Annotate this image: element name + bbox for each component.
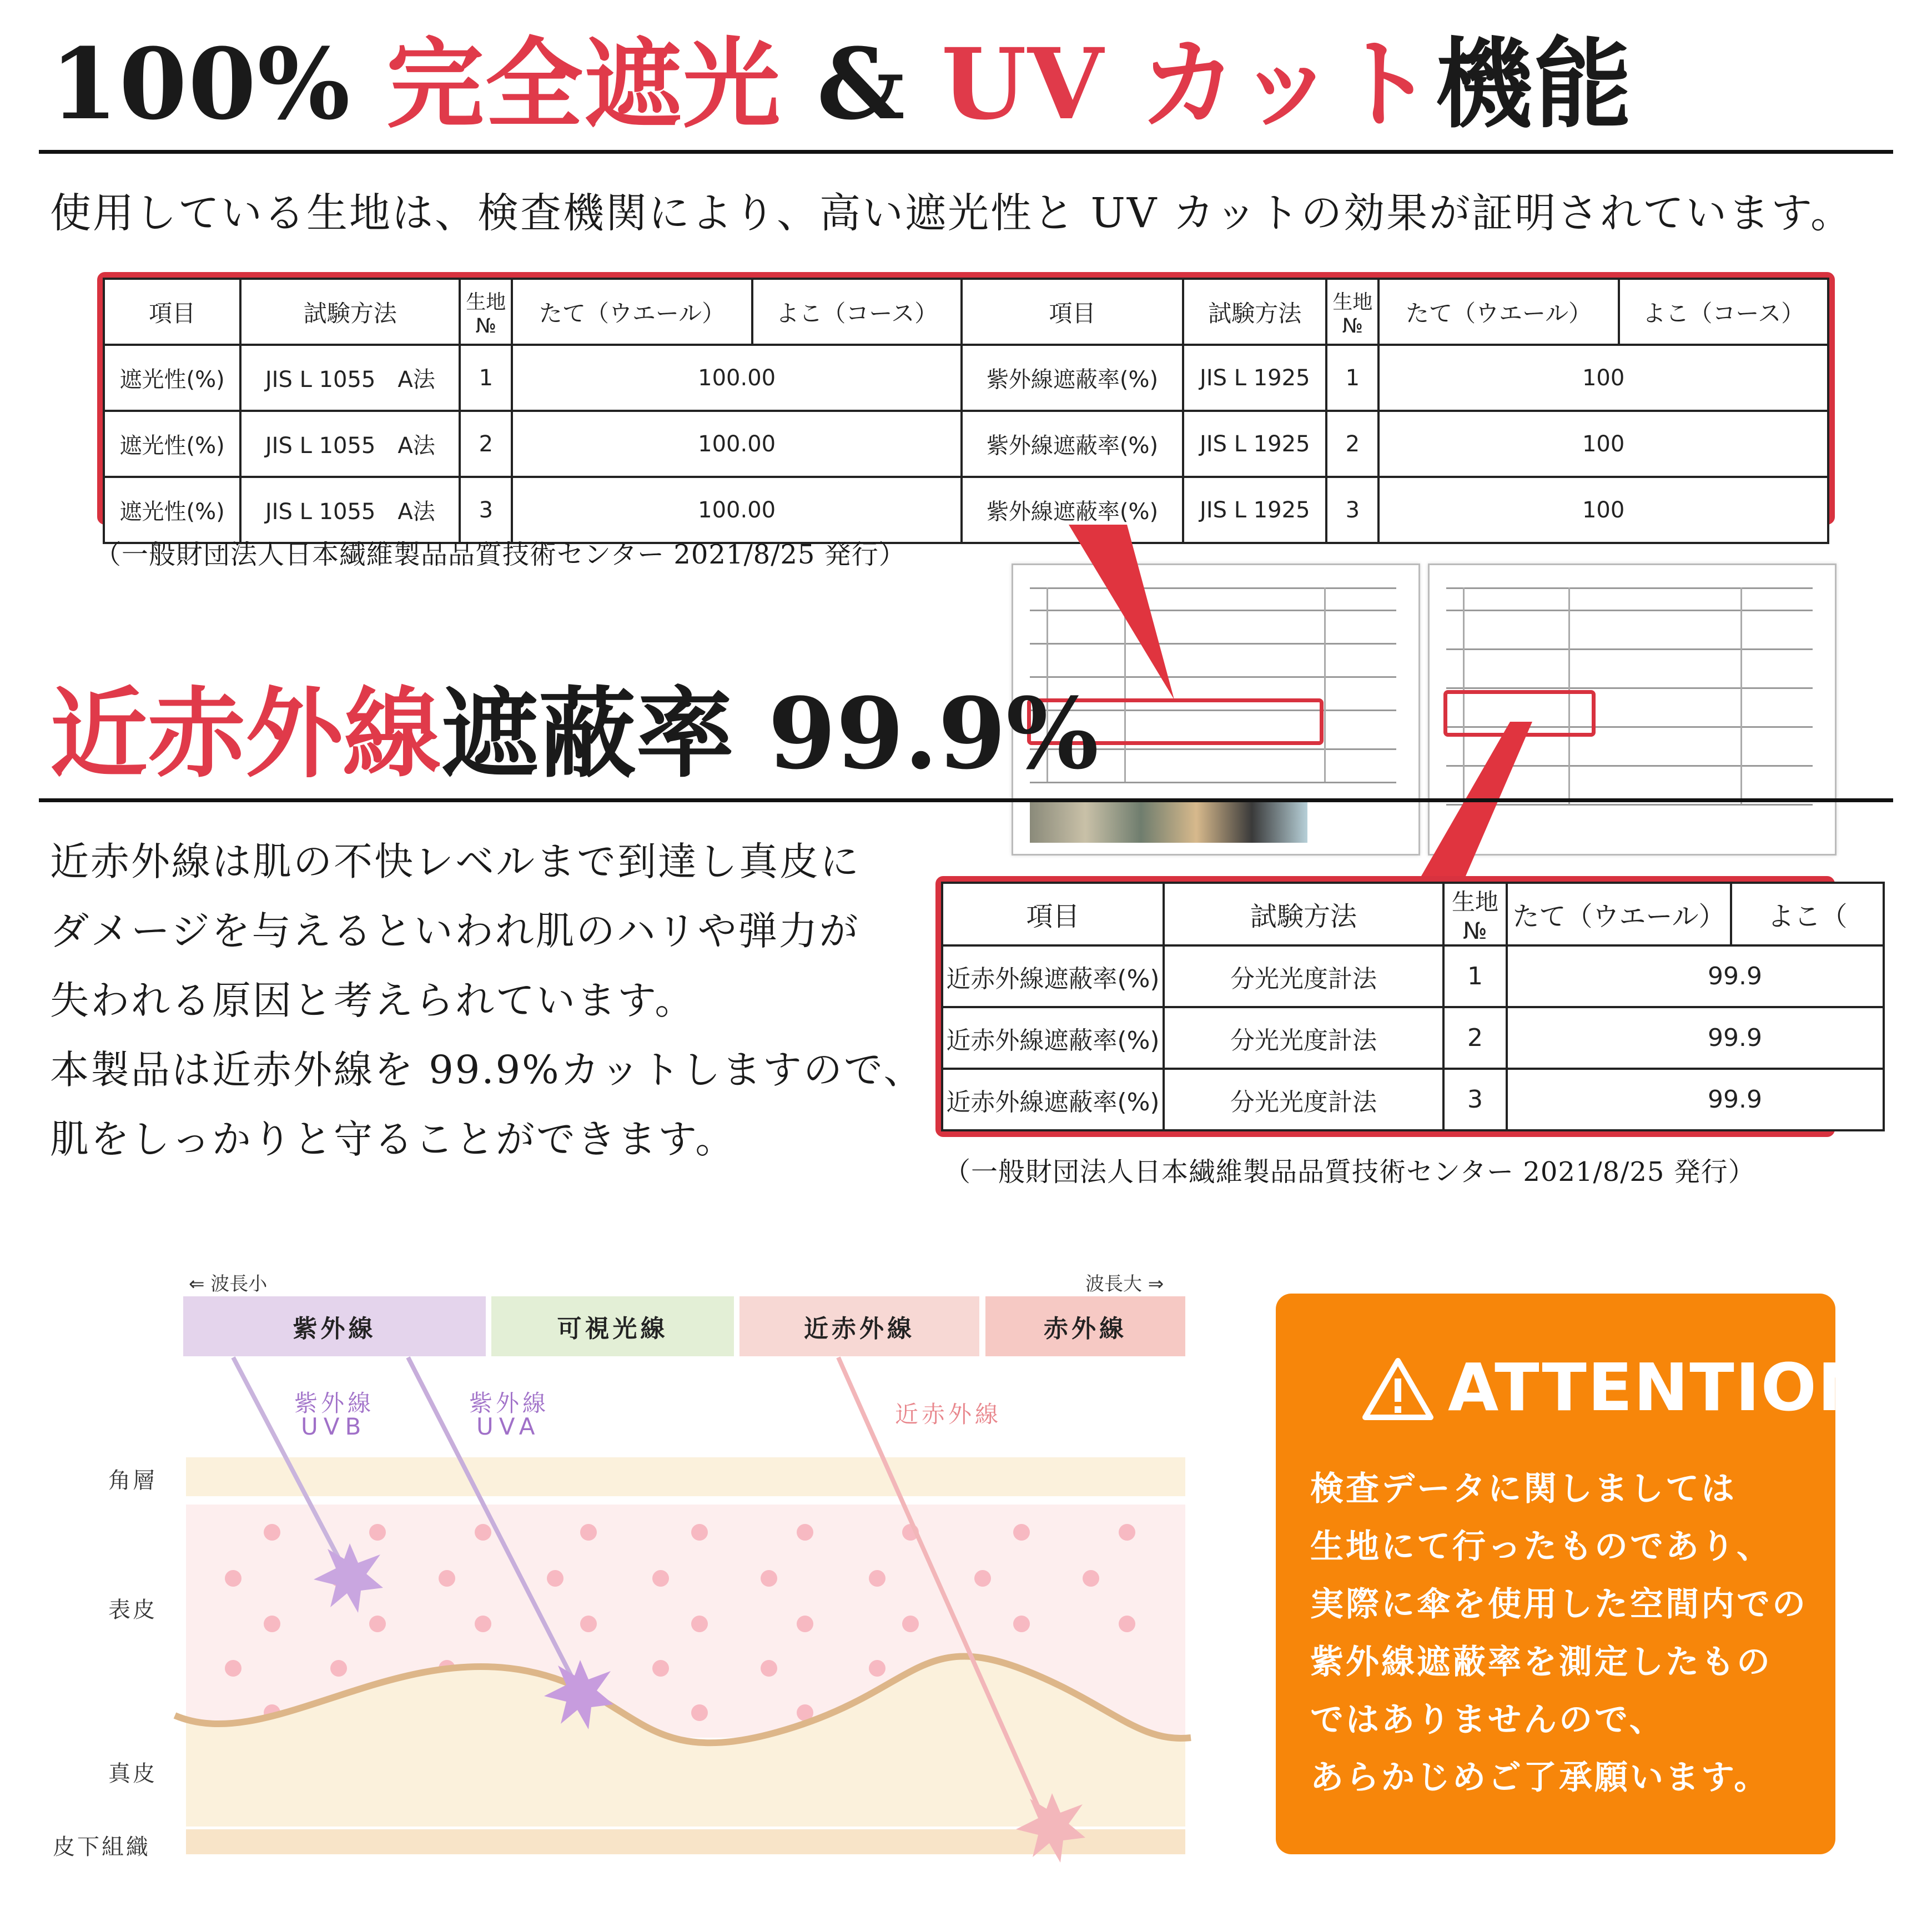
heading-full-blocking: 完全遮光: [386, 27, 782, 142]
body-line: 本製品は近赤外線を 99.9%カットしますので、: [50, 1047, 924, 1093]
table-row: 遮光性(%) JIS L 1055 A法 2 100.00 紫外線遮蔽率(%) JIS L 1925 2 100: [104, 411, 1828, 477]
header-warp: たて（ウエール）: [1378, 279, 1618, 345]
stratum-corneum-layer: [186, 1457, 1185, 1496]
band-uv: 紫外線: [183, 1296, 486, 1356]
heading-function: 機能: [1435, 27, 1633, 142]
attention-text: 検査データに関しましては 生地にて行ったものであり、 実際に傘を使用した空間内での 紫外線遮蔽率を測定したもの ではありませんので、 あらかじめご了承願います。: [1310, 1470, 1808, 1797]
layer-label-dermis: 真皮: [108, 1761, 157, 1787]
body-line: 近赤外線は肌の不快レベルまで到達し真皮に: [50, 839, 861, 884]
header-item: 項目: [104, 279, 240, 345]
band-visible: 可視光線: [491, 1296, 734, 1356]
header-method: 試験方法: [240, 279, 460, 345]
layer-label-epidermis: 表皮: [108, 1597, 157, 1623]
layer-label-subcutaneous: 皮下組織: [53, 1834, 150, 1860]
heading-uv-cut: UV カット: [941, 27, 1435, 142]
nir-label: 近赤外線: [895, 1401, 1002, 1428]
heading-ampersand: &: [781, 27, 942, 142]
wavelength-short-label: ⇐ 波長小: [189, 1273, 268, 1295]
table-row: 近赤外線遮蔽率(%) 分光光度計法 3 99.9: [942, 1069, 1884, 1130]
heading-nir: 近赤外線: [50, 676, 441, 791]
header-fabric-no: 生地№: [1326, 279, 1378, 345]
header-method: 試験方法: [1183, 279, 1326, 345]
uva-label-bottom: UVA: [476, 1413, 541, 1440]
header-warp: たて（ウエール）: [512, 279, 752, 345]
header-item: 項目: [962, 279, 1183, 345]
attention-box: [1276, 1294, 1874, 1854]
source-note-2: （一般財団法人日本繊維製品品質技術センター 2021/8/25 発行）: [944, 1156, 1755, 1188]
heading-rate: 遮蔽率 99.9%: [441, 676, 1099, 791]
table-row: 遮光性(%) JIS L 1055 A法 3 100.00 紫外線遮蔽率(%) JIS L 1925 3 100: [104, 477, 1828, 543]
uva-label-top: 紫外線: [469, 1390, 550, 1417]
table-row: 遮光性(%) JIS L 1055 A法 1 100.00 紫外線遮蔽率(%) JIS L 1925 1 100: [104, 345, 1828, 411]
band-near-infrared: 近赤外線: [739, 1296, 979, 1356]
warning-icon: [1362, 1357, 1434, 1421]
table-header-row: 項目 試験方法 生地№ たて（ウエール） よこ（: [942, 883, 1884, 945]
attention-title: ATTENTION: [1448, 1349, 1874, 1426]
uvb-label-top: 紫外線: [294, 1390, 375, 1417]
header-fabric-no: 生地№: [460, 279, 512, 345]
table-row: 近赤外線遮蔽率(%) 分光光度計法 1 99.9: [942, 945, 1884, 1007]
layer-label-stratum-corneum: 角層: [108, 1468, 157, 1493]
body-line: 失われる原因と考えられています。: [50, 978, 696, 1023]
body-line: ダメージを与えるといわれ肌のハリや弾力が: [50, 908, 860, 954]
table-row: 近赤外線遮蔽率(%) 分光光度計法 2 99.9: [942, 1007, 1884, 1069]
header-weft: よこ（コース）: [752, 279, 962, 345]
band-infrared: 赤外線: [985, 1296, 1185, 1356]
subtitle: 使用している生地は、検査機関により、高い遮光性と UV カットの効果が証明されています。: [50, 189, 1854, 237]
uvb-label-bottom: UVB: [301, 1413, 367, 1440]
header-weft: よこ（コース）: [1619, 279, 1828, 345]
heading-percent: 100%: [50, 27, 386, 142]
source-note-1: （一般財団法人日本繊維製品品質技術センター 2021/8/25 発行）: [94, 539, 906, 570]
body-line: 肌をしっかりと守ることができます。: [50, 1116, 736, 1162]
wavelength-long-label: 波長大 ⇒: [1085, 1273, 1164, 1295]
